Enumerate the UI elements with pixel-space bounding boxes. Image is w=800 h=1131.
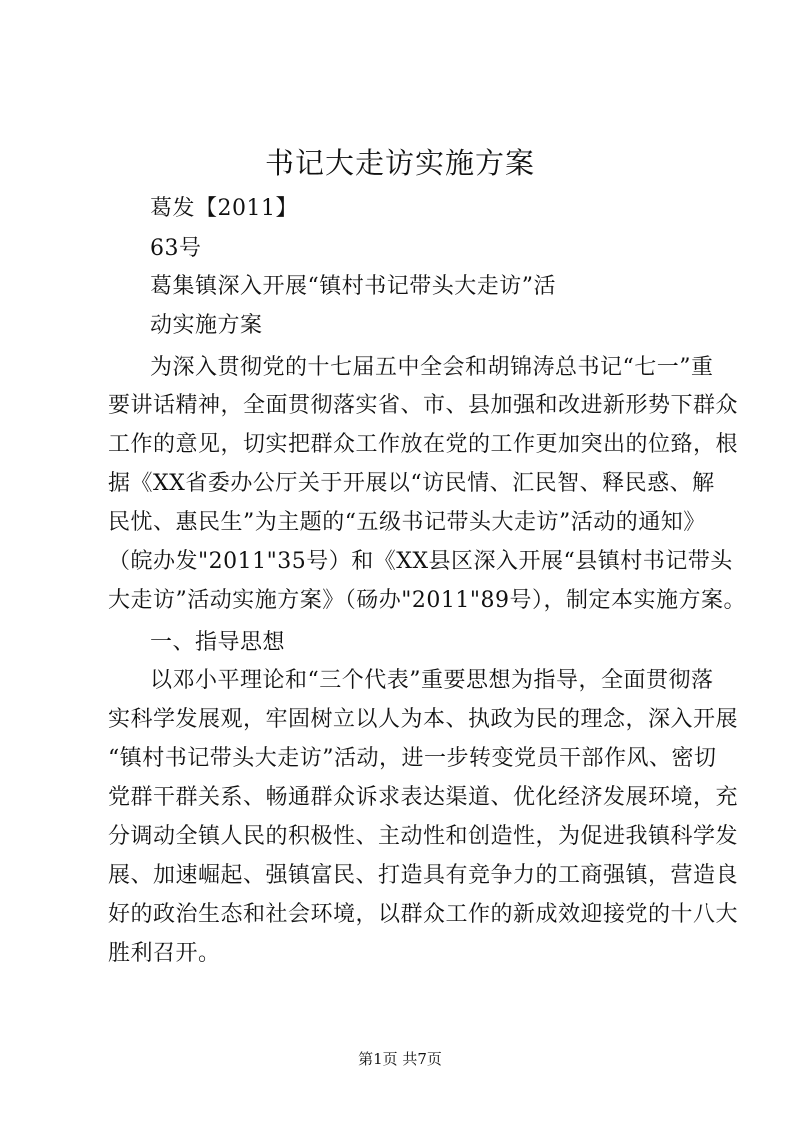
paragraph-line: 党群干群关系、畅通群众诉求表达渠道、优化经济发展环境，充: [108, 785, 739, 810]
doc-number-line: 葛发【2011】: [150, 196, 298, 221]
document-title: 书记大走访实施方案: [264, 146, 535, 180]
paragraph-line: 为深入贯彻党的十七届五中全会和胡锦涛总书记“七一”重: [150, 355, 714, 380]
paragraph-line: 实科学发展观，牢固树立以人为本、执政为民的理念，深入开展: [108, 707, 739, 732]
paragraph-line: 好的政治生态和社会环境，以群众工作的新成效迎接党的十八大: [108, 902, 739, 927]
doc-subtitle-line-2: 动实施方案: [150, 313, 263, 338]
doc-number-suffix: 63号: [150, 236, 202, 261]
paragraph-line: 民忧、惠民生”为主题的“五级书记带头大走访”活动的通知》: [108, 510, 706, 535]
doc-subtitle-line-1: 葛集镇深入开展“镇村书记带头大走访”活: [150, 274, 556, 299]
paragraph-line: 胜利召开。: [108, 941, 221, 966]
paragraph-line: “镇村书记带头大走访”活动，进一步转变党员干部作风、密切: [108, 746, 717, 771]
paragraph-line: （皖办发"2011"35号）和《XX县区深入开展“县镇村书记带头: [108, 549, 733, 574]
paragraph-line: 要讲话精神，全面贯彻落实省、市、县加强和改进新形势下群众: [108, 393, 739, 418]
section-heading: 一、指导思想: [150, 630, 286, 655]
page-footer: 第1页 共7页: [358, 1050, 442, 1068]
paragraph-line: 展、加速崛起、强镇富民、打造具有竞争力的工商强镇，营造良: [108, 863, 739, 888]
paragraph-line: 以邓小平理论和“三个代表”重要思想为指导，全面贯彻落: [150, 668, 714, 693]
paragraph-line: 工作的意见，切实把群众工作放在党的工作更加突出的位臵，根: [108, 432, 739, 457]
paragraph-line: 分调动全镇人民的积极性、主动性和创造性，为促进我镇科学发: [108, 824, 739, 849]
paragraph-line: 大走访”活动实施方案》（砀办"2011"89号），制定本实施方案。: [108, 588, 746, 613]
paragraph-line: 据《XX省委办公厅关于开展以“访民情、汇民智、释民惑、解: [108, 471, 715, 496]
